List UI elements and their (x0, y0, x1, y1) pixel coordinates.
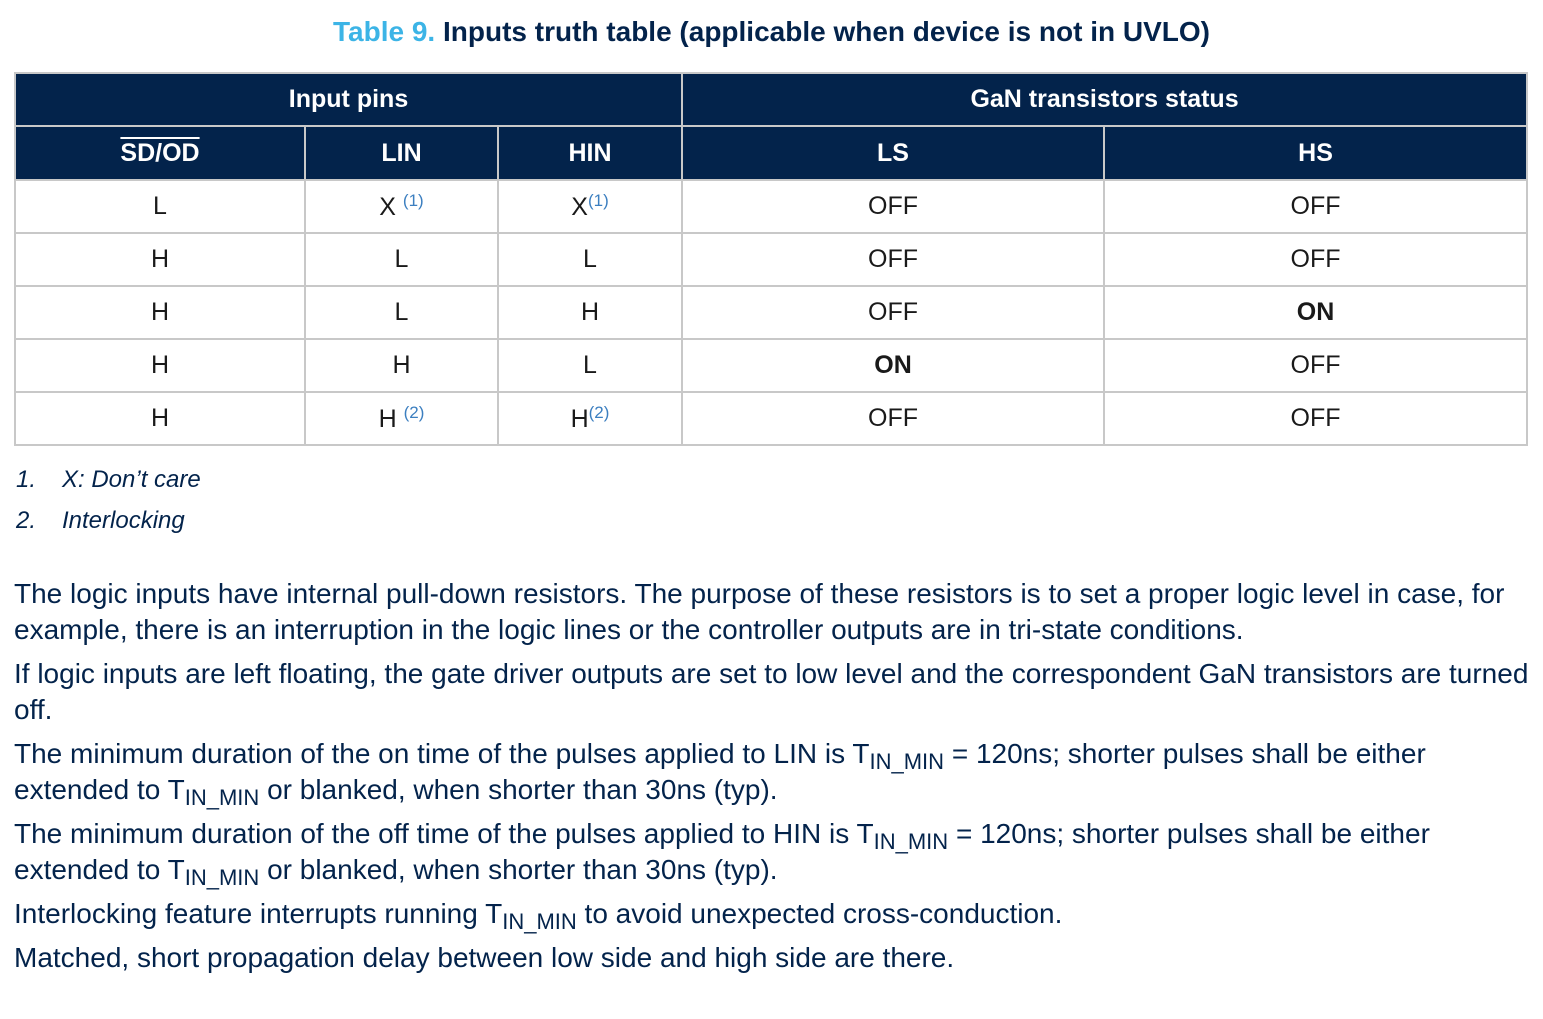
group-header-row (15, 73, 1527, 126)
cell-hin: L (498, 339, 682, 392)
footnote-text: X: Don’t care (62, 466, 201, 493)
table-footnotes (16, 463, 201, 545)
table-title: Inputs truth table (applicable when device is not in UVLO) (443, 16, 1210, 47)
cell-lin (305, 392, 498, 445)
text-run: = 120ns; shorter pulses shall be either extended to T (14, 818, 1430, 885)
table-row (15, 286, 1527, 339)
footnote-item (16, 504, 201, 545)
footnote-item (16, 463, 201, 504)
table-number: Table 9. (333, 16, 436, 47)
cell-hin (498, 392, 682, 445)
column-header-row (15, 126, 1527, 180)
cell-ls: ON (682, 339, 1104, 392)
subscript: IN_MIN (873, 829, 949, 854)
text-run: to avoid unexpected cross-conduction. (576, 898, 1063, 929)
truth-table (14, 72, 1528, 446)
cell-lin: L (305, 286, 498, 339)
cell-hs: OFF (1104, 392, 1527, 445)
column-header-lin: LIN (305, 126, 498, 180)
cell-ls: OFF (682, 392, 1104, 445)
table-caption (0, 16, 1543, 48)
subscript: IN_MIN (502, 909, 577, 934)
cell-lin-value: X (379, 193, 396, 221)
footnote-number: 1. (16, 466, 37, 493)
column-header-hin: HIN (498, 126, 682, 180)
paragraph-propagation-delay: Matched, short propagation delay between low side and high side are there. (14, 942, 955, 973)
footnote-ref[interactable]: (1) (587, 191, 609, 210)
column-header-ls: LS (682, 126, 1104, 180)
group-header-gan-status: GaN transistors status (682, 73, 1527, 126)
footnote-ref[interactable]: (2) (588, 403, 610, 422)
paragraph-floating-inputs: If logic inputs are left floating, the gate driver outputs are set to low level and the correspondent GaN transistors are turned off. (14, 658, 1529, 725)
sd-overline-label: SD/OD (120, 138, 200, 167)
text-run: or blanked, when shorter than 30ns (typ). (259, 774, 778, 805)
cell-hin-value: H (570, 405, 589, 433)
subscript: IN_MIN (184, 865, 260, 890)
subscript: IN_MIN (184, 785, 260, 810)
cell-lin: L (305, 233, 498, 286)
cell-hin: L (498, 233, 682, 286)
group-header-input-pins: Input pins (15, 73, 682, 126)
cell-hin: H (498, 286, 682, 339)
table-row (15, 339, 1527, 392)
cell-sd-od: H (15, 286, 305, 339)
cell-lin (305, 180, 498, 233)
column-header-sd-od (15, 126, 305, 180)
cell-lin: H (305, 339, 498, 392)
body-text (14, 576, 1529, 984)
cell-hs: OFF (1104, 180, 1527, 233)
footnote-ref[interactable]: (1) (402, 191, 424, 210)
subscript: IN_MIN (869, 749, 945, 774)
cell-lin-value: H (378, 405, 397, 433)
cell-hs: OFF (1104, 233, 1527, 286)
footnote-ref[interactable]: (2) (403, 403, 425, 422)
cell-hin (498, 180, 682, 233)
cell-hs: OFF (1104, 339, 1527, 392)
cell-sd-od: H (15, 339, 305, 392)
cell-hin-value: X (571, 193, 588, 221)
text-run: The minimum duration of the on time of the pulses applied to LIN is T (14, 738, 870, 769)
paragraph-hin-min-duration (14, 816, 1529, 888)
cell-ls: OFF (682, 180, 1104, 233)
cell-sd-od: L (15, 180, 305, 233)
footnote-text: Interlocking (62, 507, 185, 534)
cell-ls: OFF (682, 233, 1104, 286)
paragraph-pull-down: The logic inputs have internal pull-down resistors. The purpose of these resistors is to set a proper logic level in case, for example, there is an interruption in the logic lines or the controller outputs are in tri-state conditions. (14, 578, 1505, 645)
text-run: = 120ns; shorter pulses shall be either extended to T (14, 738, 1426, 805)
paragraph-interlocking (14, 896, 1529, 932)
footnote-number: 2. (16, 507, 37, 534)
table-row (15, 392, 1527, 445)
column-header-hs: HS (1104, 126, 1527, 180)
table-row (15, 180, 1527, 233)
cell-ls: OFF (682, 286, 1104, 339)
cell-hs: ON (1104, 286, 1527, 339)
text-run: or blanked, when shorter than 30ns (typ). (259, 854, 778, 885)
cell-sd-od: H (15, 233, 305, 286)
paragraph-lin-min-duration (14, 736, 1529, 808)
cell-sd-od: H (15, 392, 305, 445)
text-run: The minimum duration of the off time of the pulses applied to HIN is T (14, 818, 874, 849)
table-row (15, 233, 1527, 286)
text-run: Interlocking feature interrupts running T (14, 898, 503, 929)
